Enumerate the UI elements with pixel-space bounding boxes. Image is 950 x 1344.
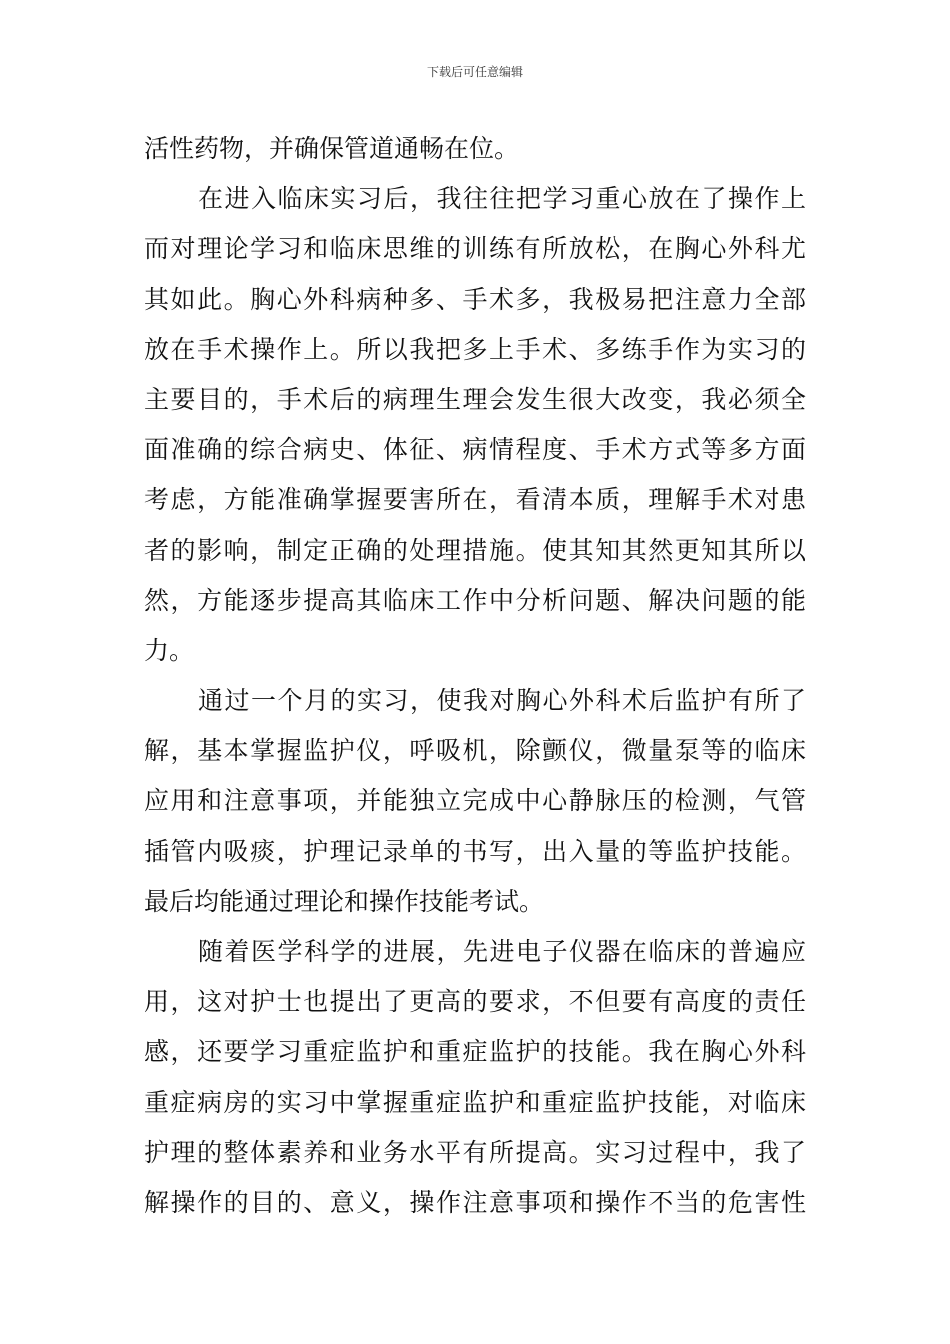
text-line: 插管内吸痰，护理记录单的书写，出入量的等监护技能。 (144, 836, 806, 866)
paragraph (144, 676, 806, 927)
text-line: 应用和注意事项，并能独立完成中心静脉压的检测，气管 (144, 786, 806, 816)
text-line: 最后均能通过理论和操作技能考试。 (144, 886, 545, 916)
text-line: 解，基本掌握监护仪，呼吸机，除颤仪，微量泵等的临床 (144, 736, 806, 766)
text-line: 护理的整体素养和业务水平有所提高。实习过程中，我了 (144, 1137, 806, 1167)
text-line: 主要目的，手术后的病理生理会发生很大改变，我必须全 (144, 384, 806, 414)
text-line: 在进入临床实习后，我往往把学习重心放在了操作上 (198, 184, 806, 214)
paragraph (144, 174, 806, 676)
text-line: 重症病房的实习中掌握重症监护和重症监护技能，对临床 (144, 1087, 806, 1117)
text-line: 随着医学科学的进展，先进电子仪器在临床的普遍应 (198, 937, 806, 966)
text-line: 用，这对护士也提出了更高的要求，不但要有高度的责任 (144, 987, 806, 1017)
text-line: 然，方能逐步提高其临床工作中分析问题、解决问题的能 (144, 585, 806, 615)
text-line: 通过一个月的实习，使我对胸心外科术后监护有所了 (198, 686, 806, 716)
text-line: 活性药物，并确保管道通畅在位。 (144, 134, 520, 163)
document-body (144, 124, 806, 1228)
text-line: 解操作的目的、意义，操作注意事项和操作不当的危害性 (144, 1187, 806, 1217)
paragraph (144, 927, 806, 1228)
text-line: 力。 (144, 635, 195, 665)
text-line: 面准确的综合病史、体征、病情程度、手术方式等多方面 (144, 435, 806, 465)
text-line: 而对理论学习和临床思维的训练有所放松，在胸心外科尤 (144, 234, 806, 264)
text-line: 放在手术操作上。所以我把多上手术、多练手作为实习的 (144, 334, 806, 364)
text-line: 考虑，方能准确掌握要害所在，看清本质，理解手术对患 (144, 485, 806, 515)
page-header: 下载后可任意编辑 (426, 65, 523, 79)
text-line: 其如此。胸心外科病种多、手术多，我极易把注意力全部 (144, 284, 806, 314)
text-line: 者的影响，制定正确的处理措施。使其知其然更知其所以 (144, 535, 806, 565)
text-line: 感，还要学习重症监护和重症监护的技能。我在胸心外科 (144, 1037, 806, 1067)
paragraph (144, 124, 806, 174)
